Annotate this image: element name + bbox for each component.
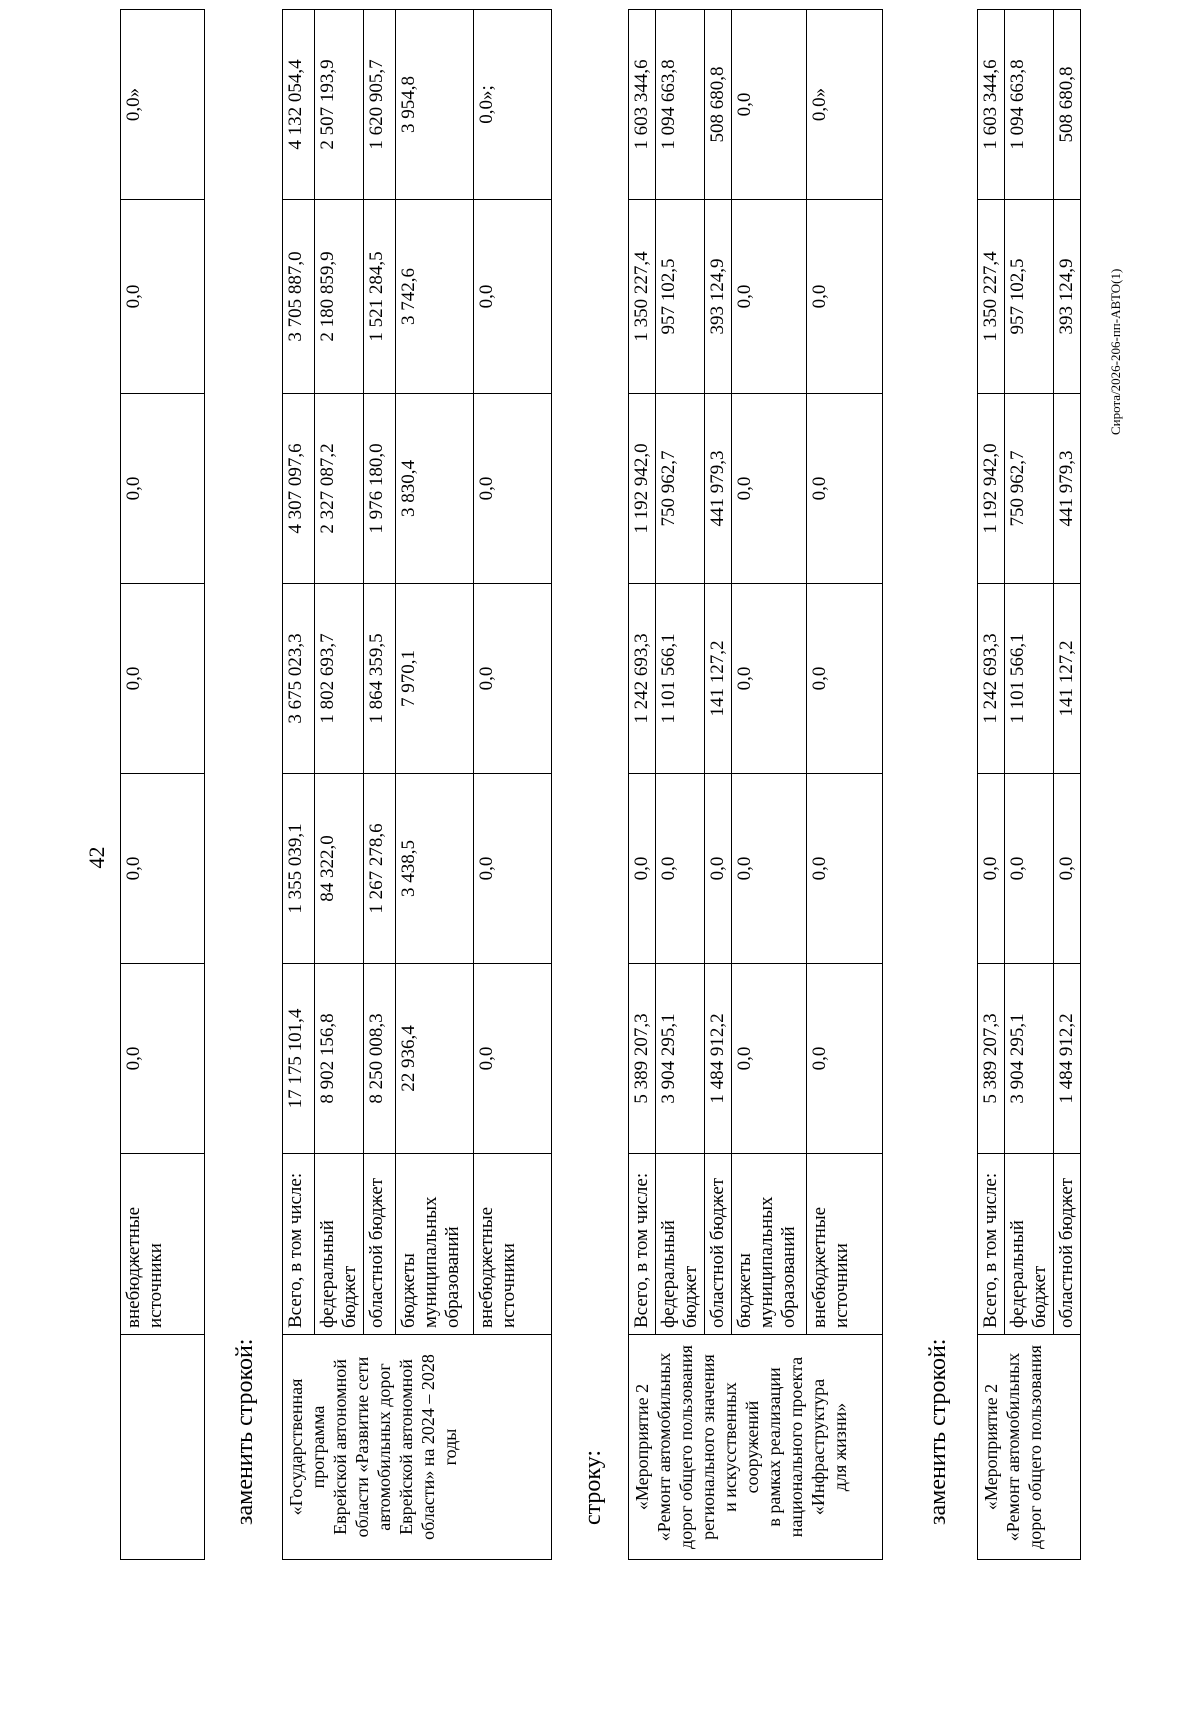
value-cell: 0,0 [732, 10, 807, 200]
value-cell: 8 902 156,8 [315, 964, 364, 1154]
value-cell: 0,0 [732, 200, 807, 394]
value-cell: 0,0 [1005, 774, 1054, 964]
program-title: «Государственная программа Еврейской автономной области «Развитие сети автомобильных дорог Еврейской автономной области» на 2024 – 2028 годы [283, 1335, 552, 1560]
table-row [705, 10, 732, 1560]
value-cell: 1 350 227,4 [978, 200, 1005, 394]
value-cell: 4 307 097,6 [283, 394, 315, 584]
table-row [807, 10, 883, 1560]
value-cell: 7 970,1 [396, 584, 474, 774]
value-cell: 750 962,7 [1005, 394, 1054, 584]
value-cell: 957 102,5 [656, 200, 705, 394]
value-cell: 1 484 912,2 [705, 964, 732, 1154]
value-cell: 1 864 359,5 [364, 584, 396, 774]
value-cell: 750 962,7 [656, 394, 705, 584]
value-cell: 2 180 859,9 [315, 200, 364, 394]
value-cell: 141 127,2 [1054, 584, 1081, 774]
table-state-program [282, 9, 552, 1560]
value-cell: 1 976 180,0 [364, 394, 396, 584]
value-cell: 1 484 912,2 [1054, 964, 1081, 1154]
value-cell: 3 830,4 [396, 394, 474, 584]
value-cell: 0,0 [656, 774, 705, 964]
value-cell: 0,0 [474, 394, 552, 584]
source-label: Всего, в том числе: [629, 1154, 656, 1335]
value-cell: 1 101 566,1 [1005, 584, 1054, 774]
value-cell: 0,0» [807, 10, 883, 200]
value-cell: 1 603 344,6 [629, 10, 656, 200]
measure-title: «Мероприятие 2 «Ремонт автомобильных дорог общего пользования регионального значения и искусственных сооружений в рамках реализации национального проекта «Инфраструктура для жизни» [629, 1335, 883, 1560]
value-cell: 1 620 905,7 [364, 10, 396, 200]
value-cell: 508 680,8 [705, 10, 732, 200]
value-cell: 0,0 [807, 964, 883, 1154]
source-label: областной бюджет [1054, 1154, 1081, 1335]
value-cell: 0,0 [474, 584, 552, 774]
value-cell: 508 680,8 [1054, 10, 1081, 200]
table-row [315, 10, 364, 1560]
measure-title: «Мероприятие 2 «Ремонт автомобильных дорог общего пользования [978, 1335, 1081, 1560]
value-cell: 0,0»; [474, 10, 552, 200]
source-label: Всего, в том числе: [978, 1154, 1005, 1335]
source-label: внебюджетные источники [807, 1154, 883, 1335]
empty-cell [121, 1335, 205, 1560]
value-cell: 0,0 [732, 774, 807, 964]
caption-replace: заменить строкой: [925, 1338, 951, 1525]
source-label: федеральный бюджет [315, 1154, 364, 1335]
value-cell: 1 802 693,7 [315, 584, 364, 774]
value-cell: 3 954,8 [396, 10, 474, 200]
source-label: внебюджетные источники [121, 1154, 205, 1335]
table-row [732, 10, 807, 1560]
value-cell: 1 355 039,1 [283, 774, 315, 964]
value-cell: 0,0 [121, 774, 205, 964]
value-cell: 1 603 344,6 [978, 10, 1005, 200]
table-row [283, 10, 315, 1560]
source-label: федеральный бюджет [656, 1154, 705, 1335]
value-cell: 0,0 [732, 584, 807, 774]
document-footer-code: Сирота/2026-206-пп-АВТО(1) [1108, 268, 1123, 435]
value-cell: 5 389 207,3 [629, 964, 656, 1154]
value-cell: 1 267 278,6 [364, 774, 396, 964]
value-cell: 5 389 207,3 [978, 964, 1005, 1154]
value-cell: 0,0 [629, 774, 656, 964]
source-label: Всего, в том числе: [283, 1154, 315, 1335]
table-row [656, 10, 705, 1560]
value-cell: 0,0 [121, 584, 205, 774]
page-number: 42 [84, 846, 109, 869]
value-cell: 0,0 [1054, 774, 1081, 964]
value-cell: 0,0 [705, 774, 732, 964]
value-cell: 1 242 693,3 [629, 584, 656, 774]
value-cell: 1 242 693,3 [978, 584, 1005, 774]
table-measure-2-old [628, 9, 883, 1560]
value-cell: 0,0 [474, 200, 552, 394]
table-row [121, 10, 205, 1560]
caption-row: строку: [580, 1449, 606, 1525]
table-row [1005, 10, 1054, 1560]
value-cell: 957 102,5 [1005, 200, 1054, 394]
value-cell: 8 250 008,3 [364, 964, 396, 1154]
table-measure-2-new [977, 9, 1081, 1560]
value-cell: 3 742,6 [396, 200, 474, 394]
value-cell: 4 132 054,4 [283, 10, 315, 200]
value-cell: 3 904 295,1 [1005, 964, 1054, 1154]
value-cell: 3 438,5 [396, 774, 474, 964]
source-label: областной бюджет [705, 1154, 732, 1335]
table-row [629, 10, 656, 1560]
value-cell: 2 327 087,2 [315, 394, 364, 584]
value-cell: 0,0 [474, 774, 552, 964]
table-row [978, 10, 1005, 1560]
table-row [474, 10, 552, 1560]
value-cell: 3 675 023,3 [283, 584, 315, 774]
value-cell: 0,0 [807, 774, 883, 964]
value-cell: 1 192 942,0 [978, 394, 1005, 584]
source-label: федеральный бюджет [1005, 1154, 1054, 1335]
value-cell: 0,0 [121, 200, 205, 394]
value-cell: 0,0 [732, 964, 807, 1154]
value-cell: 0,0 [732, 394, 807, 584]
value-cell: 441 979,3 [705, 394, 732, 584]
value-cell: 1 094 663,8 [1005, 10, 1054, 200]
value-cell: 0,0 [807, 584, 883, 774]
value-cell: 0,0 [978, 774, 1005, 964]
table-row [396, 10, 474, 1560]
value-cell: 141 127,2 [705, 584, 732, 774]
table-row [364, 10, 396, 1560]
caption-replace: заменить строкой: [232, 1338, 258, 1525]
value-cell: 3 904 295,1 [656, 964, 705, 1154]
value-cell: 0,0 [807, 200, 883, 394]
source-label: бюджеты муниципальных образований [396, 1154, 474, 1335]
source-label: внебюджетные источники [474, 1154, 552, 1335]
value-cell: 1 521 284,5 [364, 200, 396, 394]
value-cell: 441 979,3 [1054, 394, 1081, 584]
value-cell: 393 124,9 [1054, 200, 1081, 394]
source-label: бюджеты муниципальных образований [732, 1154, 807, 1335]
value-cell: 0,0 [474, 964, 552, 1154]
value-cell: 1 192 942,0 [629, 394, 656, 584]
value-cell: 84 322,0 [315, 774, 364, 964]
value-cell: 393 124,9 [705, 200, 732, 394]
table-row [1054, 10, 1081, 1560]
value-cell: 1 350 227,4 [629, 200, 656, 394]
value-cell: 0,0 [807, 394, 883, 584]
value-cell: 17 175 101,4 [283, 964, 315, 1154]
value-cell: 0,0» [121, 10, 205, 200]
value-cell: 22 936,4 [396, 964, 474, 1154]
value-cell: 1 094 663,8 [656, 10, 705, 200]
value-cell: 0,0 [121, 394, 205, 584]
source-label: областной бюджет [364, 1154, 396, 1335]
table-prev-tail [120, 9, 205, 1560]
value-cell: 0,0 [121, 964, 205, 1154]
value-cell: 2 507 193,9 [315, 10, 364, 200]
value-cell: 1 101 566,1 [656, 584, 705, 774]
value-cell: 3 705 887,0 [283, 200, 315, 394]
